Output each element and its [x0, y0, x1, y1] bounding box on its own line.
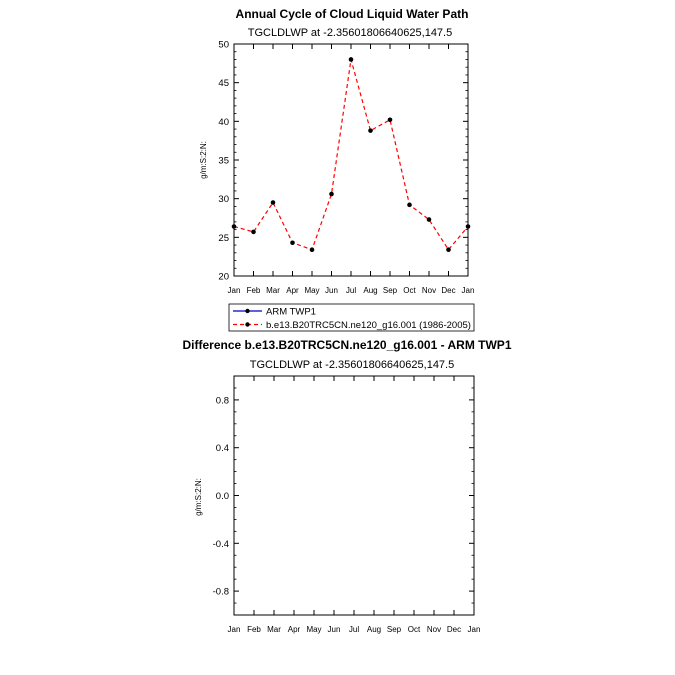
chart-title: Annual Cycle of Cloud Liquid Water Path — [235, 7, 469, 21]
chart-subtitle: TGCLDLWP at -2.35601806640625,147.5 — [249, 359, 455, 371]
legend-label-model: b.e13.B20TRC5CN.ne120_g16.001 (1986-2005) — [266, 320, 471, 331]
x-tick-label: Jan — [461, 286, 475, 295]
data-point — [388, 117, 393, 122]
y-ticks — [213, 388, 474, 603]
legend-label-arm: ARM TWP1 — [266, 306, 316, 318]
chart-subtitle: TGCLDLWP at -2.35601806640625,147.5 — [247, 27, 453, 39]
series-line — [234, 59, 468, 249]
x-tick-label: Oct — [407, 625, 421, 634]
plot-frame — [234, 376, 474, 615]
x-tick-label: Jun — [325, 286, 338, 295]
data-point — [251, 230, 256, 235]
x-tick-label: Aug — [366, 625, 382, 634]
x-tick-label: May — [306, 625, 322, 634]
x-ticks — [228, 44, 475, 295]
data-point — [329, 192, 334, 197]
y-tick-label: 0.8 — [215, 395, 229, 407]
x-tick-label: Apr — [287, 625, 301, 634]
x-tick-label: Mar — [266, 286, 280, 295]
y-tick-label: -0.8 — [212, 586, 229, 598]
x-tick-label: Jul — [345, 286, 357, 295]
data-point — [407, 203, 412, 208]
y-axis-label: g/m:S:2:N: — [199, 141, 208, 179]
x-tick-label: Dec — [441, 286, 456, 295]
x-tick-label: Apr — [286, 286, 299, 295]
x-tick-label: Jun — [327, 625, 341, 634]
y-axis-label: g/m:S:2:N: — [194, 478, 203, 516]
data-point — [290, 240, 295, 245]
x-tick-label: Nov — [421, 286, 437, 295]
y-tick-label: 45 — [218, 78, 229, 90]
x-tick-label: Jan — [227, 625, 241, 634]
x-tick-label: Oct — [403, 286, 416, 295]
x-tick-label: Jul — [348, 625, 360, 634]
x-ticks — [228, 376, 481, 634]
plot-frame — [234, 44, 468, 276]
x-tick-label: Mar — [267, 625, 281, 634]
data-point — [368, 128, 373, 133]
y-ticks — [218, 40, 468, 283]
data-point — [466, 224, 471, 229]
x-tick-label: Feb — [247, 625, 261, 634]
y-tick-label: 35 — [218, 155, 229, 167]
data-point — [349, 57, 354, 62]
y-tick-label: 40 — [218, 116, 229, 128]
x-tick-label: Dec — [446, 625, 462, 634]
annual-cycle-chart — [199, 7, 474, 331]
data-point — [427, 217, 432, 222]
x-tick-label: Sep — [386, 625, 402, 634]
data-point — [310, 247, 315, 252]
chart-title: Difference b.e13.B20TRC5CN.ne120_g16.001 - ARM TWP1 — [182, 338, 512, 352]
x-tick-label: Jan — [227, 286, 241, 295]
data-point — [232, 224, 237, 229]
y-tick-label: 0.0 — [215, 491, 229, 502]
data-point — [446, 247, 451, 252]
data-point — [271, 200, 276, 205]
legend-marker-arm — [245, 309, 249, 313]
y-tick-label: -0.4 — [212, 538, 229, 550]
x-tick-label: Sep — [382, 286, 398, 295]
y-tick-label: 30 — [218, 194, 229, 206]
legend — [229, 304, 474, 331]
y-tick-label: 20 — [218, 271, 229, 283]
y-tick-label: 0.4 — [215, 443, 229, 455]
x-tick-label: May — [304, 286, 320, 295]
x-tick-label: Aug — [363, 286, 378, 295]
difference-chart — [182, 338, 511, 634]
x-tick-label: Jan — [467, 625, 481, 634]
x-tick-label: Feb — [246, 286, 261, 295]
y-tick-label: 25 — [218, 232, 229, 244]
x-tick-label: Nov — [426, 625, 442, 634]
series-lines — [232, 57, 471, 252]
y-tick-label: 50 — [218, 39, 229, 51]
legend-marker-model — [245, 322, 249, 326]
